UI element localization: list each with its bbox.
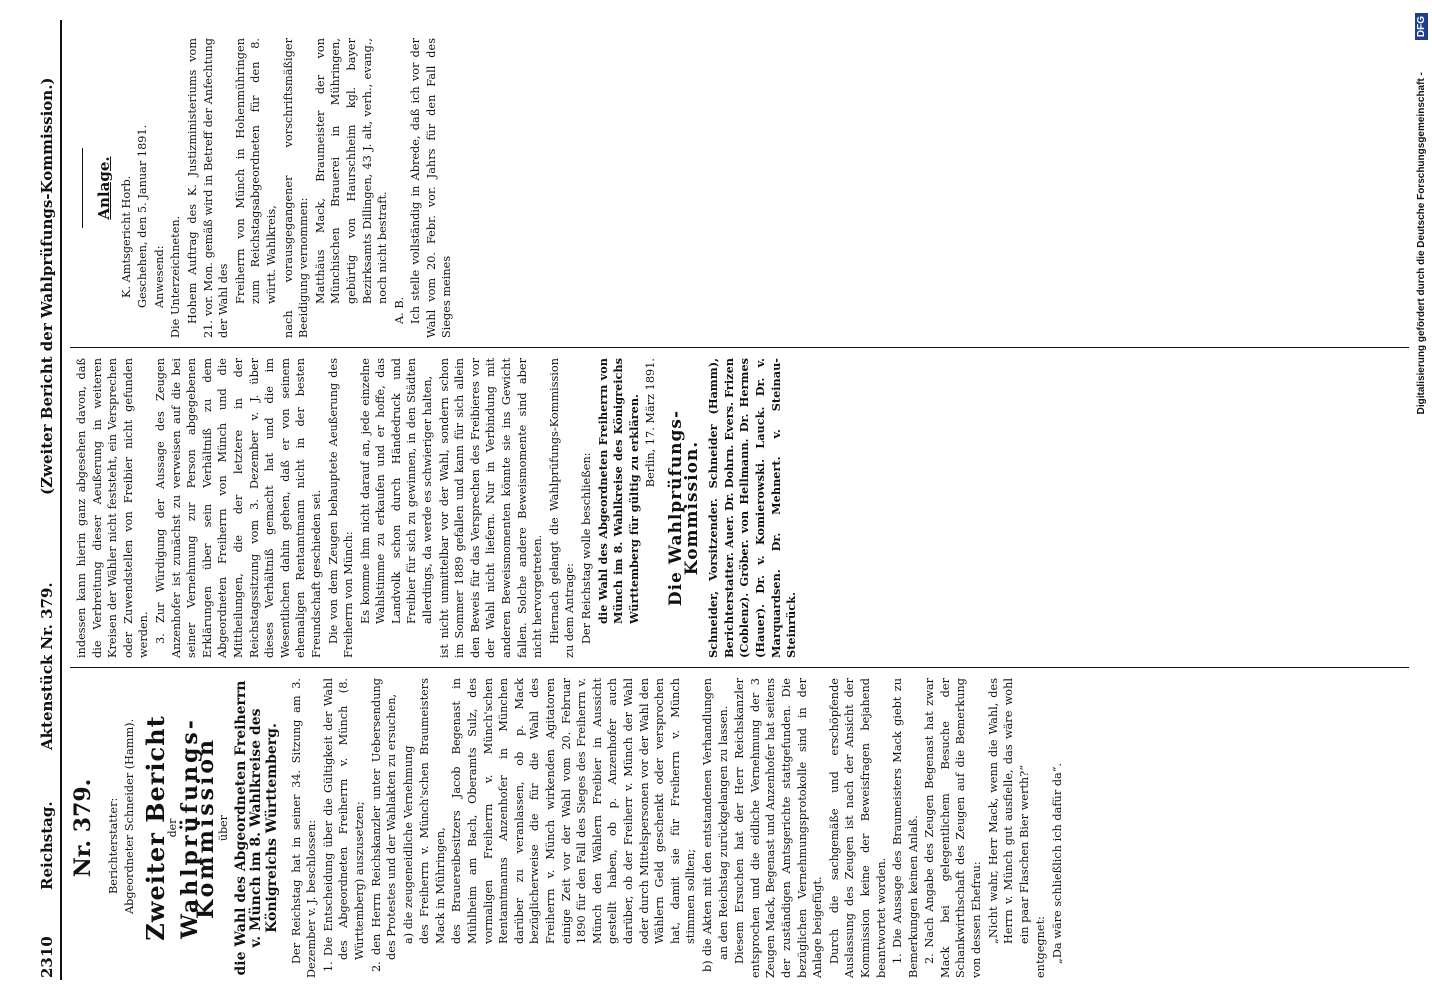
header-rule	[60, 20, 62, 980]
record-date: Geschehen, den 5. Januar 1891.	[136, 124, 150, 308]
present-list: Die Unterzeichneten.	[169, 215, 183, 338]
page-header	[0, 0, 60, 1000]
column-right	[74, 38, 456, 338]
running-title: (Zweiter Bericht der Wahlprüfungs-Kommission.)	[38, 77, 56, 495]
paragraph: 2. Nach Angabe des Zeugen Begenast hat zwar Mack bei gelegentlichem Besuche der Schankwirthschaft des Zeugen auf die Bemerkung von dessen Ehefrau:	[923, 678, 984, 978]
column-left	[72, 678, 1067, 978]
title-ueber: über	[217, 815, 231, 841]
session-label: Reichstag.	[38, 801, 56, 890]
present-label: Anwesend:	[152, 245, 166, 308]
paragraph: Ich stelle vollständig in Abrede, daß ich vor der Wahl vom 20. Febr. vor. Jahrs für den Fall des Sieges meines	[409, 38, 454, 338]
paragraph: 3. Zur Würdigung der Aussage des Zeugen Anzenhofer ist zunächst zu verweisen auf die bei seiner Vernehmung zur Person abgegebenen Erklärungen über sein Verhältniß zu dem Abgeordneten Freiherrn von Münch und die Mittheilungen, die der letztere in der Reichstagssitzung vom 3. Dezember v. J. über dieses Verhältniß gemacht hat und die im Wesentlichen dahin gehen, daß er von seinem ehemaligen Rentamtmann nicht in der besten Freundschaft geschieden sei.	[153, 358, 323, 658]
paragraph: des Brauereibesitzers Jacob Begenast in Mühlheim am Bach, Oberamts Sulz, des vormaligen Freiherrn v. Münch'schen Rentamtmanns Anzenhofer in München darüber zu veranlassen, ob p. Mack bezüglicherweise die für die Wahl des Freiherrn v. Münch wirkenden Agitatoren einige Zeit vor der Wahl vom 20. Februar 1890 für den Fall des Sieges des Freiherrn v. Münch den Wählern Freibier in Aussicht gestellt haben, ob p. Anzenhofer auch darüber, ob der Freiherr v. Münch der Wahl oder durch Mittelspersonen vor der Wahl den Wählern Geld geschenkt oder versprochen hat, damit sie für Freiherrn v. Münch stimmen sollten;	[450, 678, 698, 944]
paragraph: Hiernach gelangt die Wahlprüfungs-Kommission zu dem Antrage:	[547, 358, 577, 658]
appendix-heading: Anlage.	[95, 156, 113, 220]
page-number: 2310	[38, 936, 56, 978]
paragraph: „Da wäre schließlich ich dafür da“.	[1051, 762, 1065, 964]
paragraph: Durch die sachgemäße und erschöpfende Auslassung des Zeugen ist nach der Ansicht der Kommission keine der Beweisfragen bejahend beantwortet worden.	[827, 678, 888, 978]
paragraph: ist nicht unmittelbar vor der Wahl, sondern schon im Sommer 1889 gefallen und kann für sich allein den Beweis für das Versprechen des Freibieres vor der Wahl nicht liefern. Nur in Verbindung mit anderen Beweismomenten könnte sie ins Gewicht fallen. Solche andere Beweismomente sind aber nicht hervorgetreten.	[437, 358, 545, 658]
paragraph: entgegnet:	[1034, 916, 1048, 978]
paragraph: 2. den Herrn Reichskanzler unter Uebersendung des Protestes und der Wahlakten zu ersuchen,	[369, 678, 399, 972]
column-middle	[74, 358, 801, 658]
paragraph: Es komme ihm nicht darauf an, jede einzelne Wahlstimme zu erkaufen und er hoffe, das Landvolk schon durch Händedruck und Freibier für sich zu gewinnen, in den Städten allerdings, da werde es schwieriger halten,	[358, 358, 435, 624]
paragraph: A. B.	[392, 296, 406, 324]
paragraph: Hohem Auftrag des K. Justizministeriums vom 21. vor. Mon. gemäß wird in Betreff der Anfechtung der Wahl des	[185, 38, 231, 338]
digitization-text: Digitalisierung gefördert durch die Deutsche Forschungsgemeinschaft -	[1415, 72, 1427, 415]
paragraph: Berlin, 17. März 1891.	[644, 358, 658, 488]
court-name: K. Amtsgericht Horb.	[119, 175, 133, 298]
paragraph: 1. Die Entscheidung über die Gültigkeit der Wahl des Abgeordneten Freiherrn v. Münch (8. Württemberg) auszusetzen;	[321, 678, 366, 972]
title-der: der	[166, 818, 180, 838]
document-number: Aktenstück Nr. 379.	[38, 582, 56, 750]
paragraph: Der Reichstag wolle beschließen:	[580, 452, 593, 644]
paragraph: „Nicht wahr, Herr Mack, wenn die Wahl, des Herrn v. Münch gut ausfielle, das wäre wohl ein paar Flaschen Bier werth?“	[986, 678, 1031, 944]
reporter-label: Berichterstatter:	[106, 797, 120, 894]
commission-name: Wahlprüfungs-Kommission	[176, 717, 219, 939]
digitization-note	[1409, 5, 1432, 995]
report-title: Zweiter Bericht	[140, 715, 170, 941]
paragraph: 1. Die Aussage des Braumeisters Mack giebt zu Bemerkungen keinen Anlaß.	[891, 678, 920, 978]
paragraph: Der Reichstag hat in seiner 34. Sitzung am 3. Dezember v. J. beschlossen:	[289, 678, 319, 978]
paragraph: b) die Akten mit den entstandenen Verhandlungen an den Reichstag zurückgelangen zu lassen.	[700, 678, 730, 972]
paragraph: Freiherrn von Münch in Hohenmühringen zum Reichstagsabgeordneten für den 8. württ. Wahlkreis,	[233, 38, 278, 304]
paragraph: nach vorausgegangener vorschriftsmäßiger Beeidigung vernommen:	[281, 38, 311, 338]
column-divider	[70, 347, 1410, 348]
document-heading-number: Nr. 379.	[70, 778, 96, 878]
paragraph: indessen kann hierin ganz abgesehen davon, daß die Verbreitung dieser Aeußerung in weiteren Kreisen der Wähler nicht feststeht, ein Versprechen oder Zuwendstellen von Freibier nicht gefunden werden.	[75, 358, 151, 658]
paragraph: die Wahl des Abgeordneten Freiherrn von Münch im 8. Wahlkreise des Königreichs Württemberg für gültig zu erklären.	[595, 358, 641, 624]
separator-rule	[82, 148, 83, 228]
commission-members: Schneider, Vorsitzender. Schneider (Hamm), Berichterstatter. Auer. Dr. Dohrn. Evers. Frizen (Coblenz). Gröber. von Hellmann. Dr. Hermes (Hauer). Dr. v. Komierowski. Lauck. Dr. v. Marquardsen. Dr. Mehnert. v. Steinau-Steinrück.	[706, 358, 799, 658]
paragraph: des Freiherrn v. Münch'schen Braumeisters Mack in Mühringen,	[418, 678, 447, 944]
reporter-name: Abgeordneter Schneider (Hamm).	[123, 718, 137, 914]
paragraph: Diesem Ersuchen hat der Herr Reichskanzler entsprochen und die eidliche Vernehmung der 3 Zeugen Mack, Begenast und Anzenhofer hat seitens der zuständigen Amtsgerichte stattgefunden. Die bezüglichen Vernehmungsprotokolle sind in der Anlage beigefügt.	[733, 678, 825, 978]
paragraph: a) die zeugeneidliche Vernehmung	[401, 745, 415, 944]
commission-signature-title: Die Wahlprüfungs-Kommission.	[665, 409, 702, 607]
report-subject: die Wahl des Abgeordneten Freiherrn v. Münch im 8. Wahlkreise des Königreichs Württemberg.	[232, 680, 280, 976]
dfg-logo: DFG	[1415, 13, 1428, 40]
column-divider	[70, 667, 1410, 668]
paragraph: Die von dem Zeugen behauptete Aeußerung des Freiherrn von Münch:	[326, 358, 356, 658]
paragraph: Matthäus Mack, Braumeister der von Münchischen Brauerei in Mühringen, gebürtig von Haurschheim kgl. bayer Bezirksamts Dillingen, 43 J. alt, verh., evang., noch nicht bestraft.	[313, 38, 390, 304]
